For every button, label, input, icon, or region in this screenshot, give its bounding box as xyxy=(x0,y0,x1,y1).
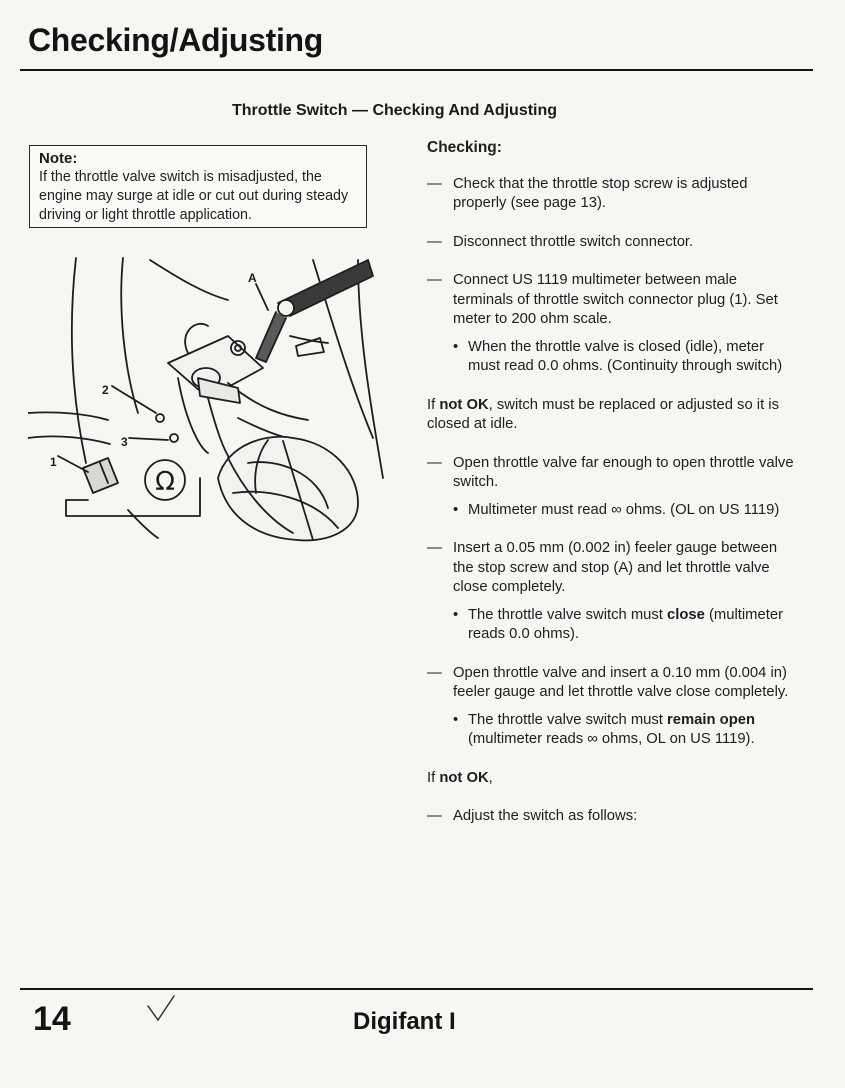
step-text: Open throttle valve far enough to open throttle valve switch. xyxy=(453,454,794,490)
dash-marker: — xyxy=(427,808,442,824)
dash-marker: — xyxy=(427,175,442,192)
step-open-valve xyxy=(424,454,794,493)
bullet-text: Multimeter must read ∞ ohms. (OL on US 1119) xyxy=(468,501,780,518)
step-text: Adjust the switch as follows: xyxy=(453,808,638,824)
bullet-remain-open xyxy=(424,711,794,750)
step-text: Open throttle valve and insert a 0.10 mm (0.004 in) feeler gauge and let throttle valve close completely. xyxy=(453,664,789,700)
bullet-bold: remain open xyxy=(667,711,756,728)
dash-marker: — xyxy=(427,540,442,556)
step-connect-multimeter xyxy=(424,271,794,330)
not-ok-adjust-note xyxy=(427,769,794,789)
bullet-dot: • xyxy=(453,501,459,518)
step-feeler-010 xyxy=(424,664,794,703)
page-number: 14 xyxy=(33,1000,71,1038)
bullet-rest: (multimeter reads 0.0 ohms). xyxy=(468,606,783,642)
step-feeler-005 xyxy=(424,539,794,598)
bullet-infinite-reading xyxy=(424,501,794,521)
not-ok-replace-note xyxy=(427,396,794,435)
bullet-lead: The throttle valve switch must xyxy=(468,606,663,623)
verdict-lead: If xyxy=(427,396,436,413)
bullet-switch-close xyxy=(424,606,794,645)
handwritten-checkmark xyxy=(140,992,180,1026)
throttle-switch-illustration xyxy=(28,248,388,543)
step-text: Connect US 1119 multimeter between male terminals of throttle switch connector plug (1). Set meter to 200 ohm scale. xyxy=(453,272,778,327)
page-title: Checking/Adjusting xyxy=(28,22,324,58)
callout-1: 1 xyxy=(50,455,57,469)
note-text: If the throttle valve switch is misadjusted, the engine may surge at idle or cut out during steady driving or light throttle application. xyxy=(39,169,349,223)
header-rule xyxy=(20,69,813,71)
ohm-symbol: Ω xyxy=(155,467,175,497)
step-check-stop-screw xyxy=(424,175,794,214)
checking-heading: Checking: xyxy=(427,139,502,156)
bullet-bold: close xyxy=(667,606,705,623)
bullet-dot: • xyxy=(453,606,459,623)
footer-rule xyxy=(20,988,813,990)
dash-marker: — xyxy=(427,272,442,288)
bullet-dot: • xyxy=(453,338,459,355)
note-box xyxy=(29,145,367,228)
note-title: Note: xyxy=(39,150,78,167)
bullet-dot: • xyxy=(453,711,459,728)
verdict-bold: not OK xyxy=(439,396,489,413)
step-text: Check that the throttle stop screw is adjusted properly (see page 13). xyxy=(453,175,748,211)
step-disconnect-connector xyxy=(424,233,794,253)
bullet-lead: The throttle valve switch must xyxy=(468,711,663,728)
bullet-text: When the throttle valve is closed (idle), meter must read 0.0 ohms. (Continuity through switch) xyxy=(468,338,783,374)
manual-title: Digifant I xyxy=(353,1008,456,1035)
verdict-bold: not OK xyxy=(439,769,489,786)
dash-marker: — xyxy=(427,664,442,681)
step-adjust-switch xyxy=(424,807,794,827)
callout-3: 3 xyxy=(121,435,128,449)
verdict-rest: , xyxy=(488,769,493,786)
checking-column xyxy=(424,138,794,846)
bullet-closed-reading xyxy=(424,338,794,377)
callout-2: 2 xyxy=(102,383,109,397)
callout-a: A xyxy=(248,271,257,285)
dash-marker: — xyxy=(427,454,442,471)
step-text: Disconnect throttle switch connector. xyxy=(453,233,694,250)
bullet-rest: (multimeter reads ∞ ohms, OL on US 1119). xyxy=(468,731,755,747)
section-heading: Throttle Switch — Checking And Adjusting xyxy=(232,102,558,119)
verdict-rest: , switch must be replaced or adjusted so it is closed at idle. xyxy=(427,396,779,432)
step-text: Insert a 0.05 mm (0.002 in) feeler gauge between the stop screw and stop (A) and let throttle valve close completely. xyxy=(453,540,778,595)
dash-marker: — xyxy=(427,233,442,250)
verdict-lead: If xyxy=(427,769,436,786)
